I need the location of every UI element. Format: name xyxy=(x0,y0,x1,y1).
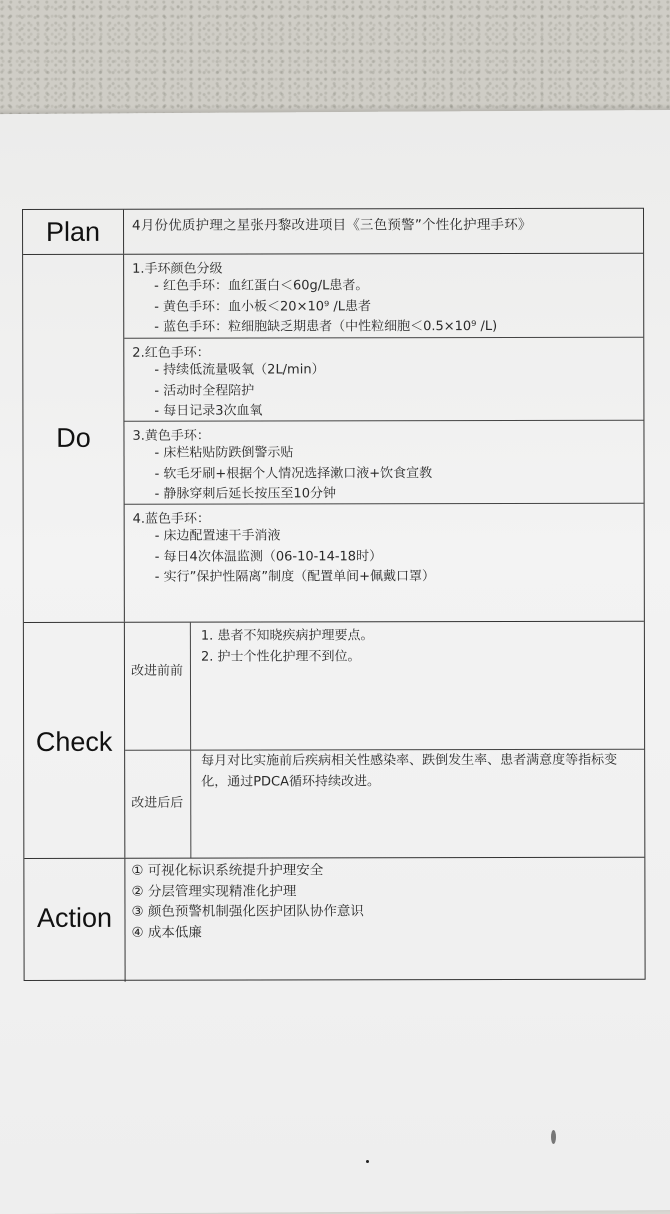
plan-text: 4月份优质护理之星张丹黎改进项目《三色预警”个性化护理手环》 xyxy=(132,216,532,234)
check-before-body xyxy=(191,622,644,750)
list-item: - 软毛牙刷+根据个人情况选择漱口液+饮食宣教 xyxy=(154,465,433,482)
check-before-list xyxy=(201,625,374,667)
check-content xyxy=(125,622,644,858)
pdca-table xyxy=(22,208,646,981)
action-list xyxy=(131,860,364,942)
list-item: - 黄色手环：血小板＜20×10⁹ /L患者 xyxy=(154,298,372,315)
paper-mark xyxy=(551,1130,556,1144)
do-section-4 xyxy=(125,504,644,623)
check-after-label-cell xyxy=(125,751,191,859)
list-item: 2. 护士个性化护理不到位。 xyxy=(200,649,361,665)
do-section-list xyxy=(154,360,324,422)
paper-mark xyxy=(366,1160,369,1163)
list-item: - 静脉穿刺后延长按压至10分钟 xyxy=(154,486,336,502)
plan-row xyxy=(23,209,643,255)
list-item: - 持续低流量吸氧（2L/min） xyxy=(154,362,325,378)
list-item: - 红色手环：血红蛋白＜60g/L患者。 xyxy=(154,278,369,294)
list-item: - 活动时全程陪护 xyxy=(154,383,255,399)
action-content xyxy=(125,858,644,982)
list-item: - 实行”保护性隔离”制度（配置单间+佩戴口罩） xyxy=(154,569,435,585)
action-label: Action xyxy=(24,859,125,982)
check-after-label: 改进后后 xyxy=(131,795,184,811)
do-content xyxy=(124,254,644,622)
do-section-2 xyxy=(124,338,643,422)
check-before xyxy=(125,622,644,751)
list-item: - 蓝色手环：粒细胞缺乏期患者（中性粒细胞＜0.5×10⁹ /L) xyxy=(154,319,498,335)
action-row xyxy=(24,858,644,982)
do-section-title: 2.红色手环： xyxy=(132,345,210,361)
check-label: Check xyxy=(24,623,125,858)
do-section-list xyxy=(154,443,432,505)
do-row xyxy=(23,254,644,623)
plan-content xyxy=(124,209,643,254)
check-after-text: 每月对比实施前后疾病相关性感染率、跌倒发生率、患者满意度等指标变化，通过PDCA循环持续改进。 xyxy=(201,752,618,790)
check-before-label: 改进前前 xyxy=(130,663,183,679)
plan-label: Plan xyxy=(23,210,124,254)
do-section-title: 3.黄色手环： xyxy=(132,428,210,444)
check-row xyxy=(24,622,644,859)
do-section-3 xyxy=(124,421,643,505)
check-before-label-cell xyxy=(125,623,191,750)
check-after-body xyxy=(191,750,644,859)
do-section-title: 4.蓝色手环： xyxy=(132,511,211,527)
list-item: - 床栏粘贴防跌倒警示贴 xyxy=(154,445,294,461)
list-item: ④ 成本低廉 xyxy=(131,924,202,941)
do-section-1 xyxy=(124,254,643,339)
list-item: ① 可视化标识系统提升护理安全 xyxy=(131,862,324,879)
do-section-list xyxy=(155,526,435,588)
check-after xyxy=(125,750,644,859)
list-item: - 床边配置速干手消液 xyxy=(154,528,281,544)
list-item: ② 分层管理实现精准化护理 xyxy=(131,882,297,900)
list-item: ③ 颜色预警机制强化医护团队协作意识 xyxy=(131,903,364,920)
do-label: Do xyxy=(23,255,125,622)
do-section-title: 1.手环颜色分级 xyxy=(132,261,223,277)
list-item: 1. 患者不知晓疾病护理要点。 xyxy=(200,628,374,644)
do-section-list xyxy=(154,276,497,338)
list-item: - 每日4次体温监测（06-10-14-18时） xyxy=(154,548,383,565)
list-item: - 每日记录3次血氧 xyxy=(154,403,263,419)
